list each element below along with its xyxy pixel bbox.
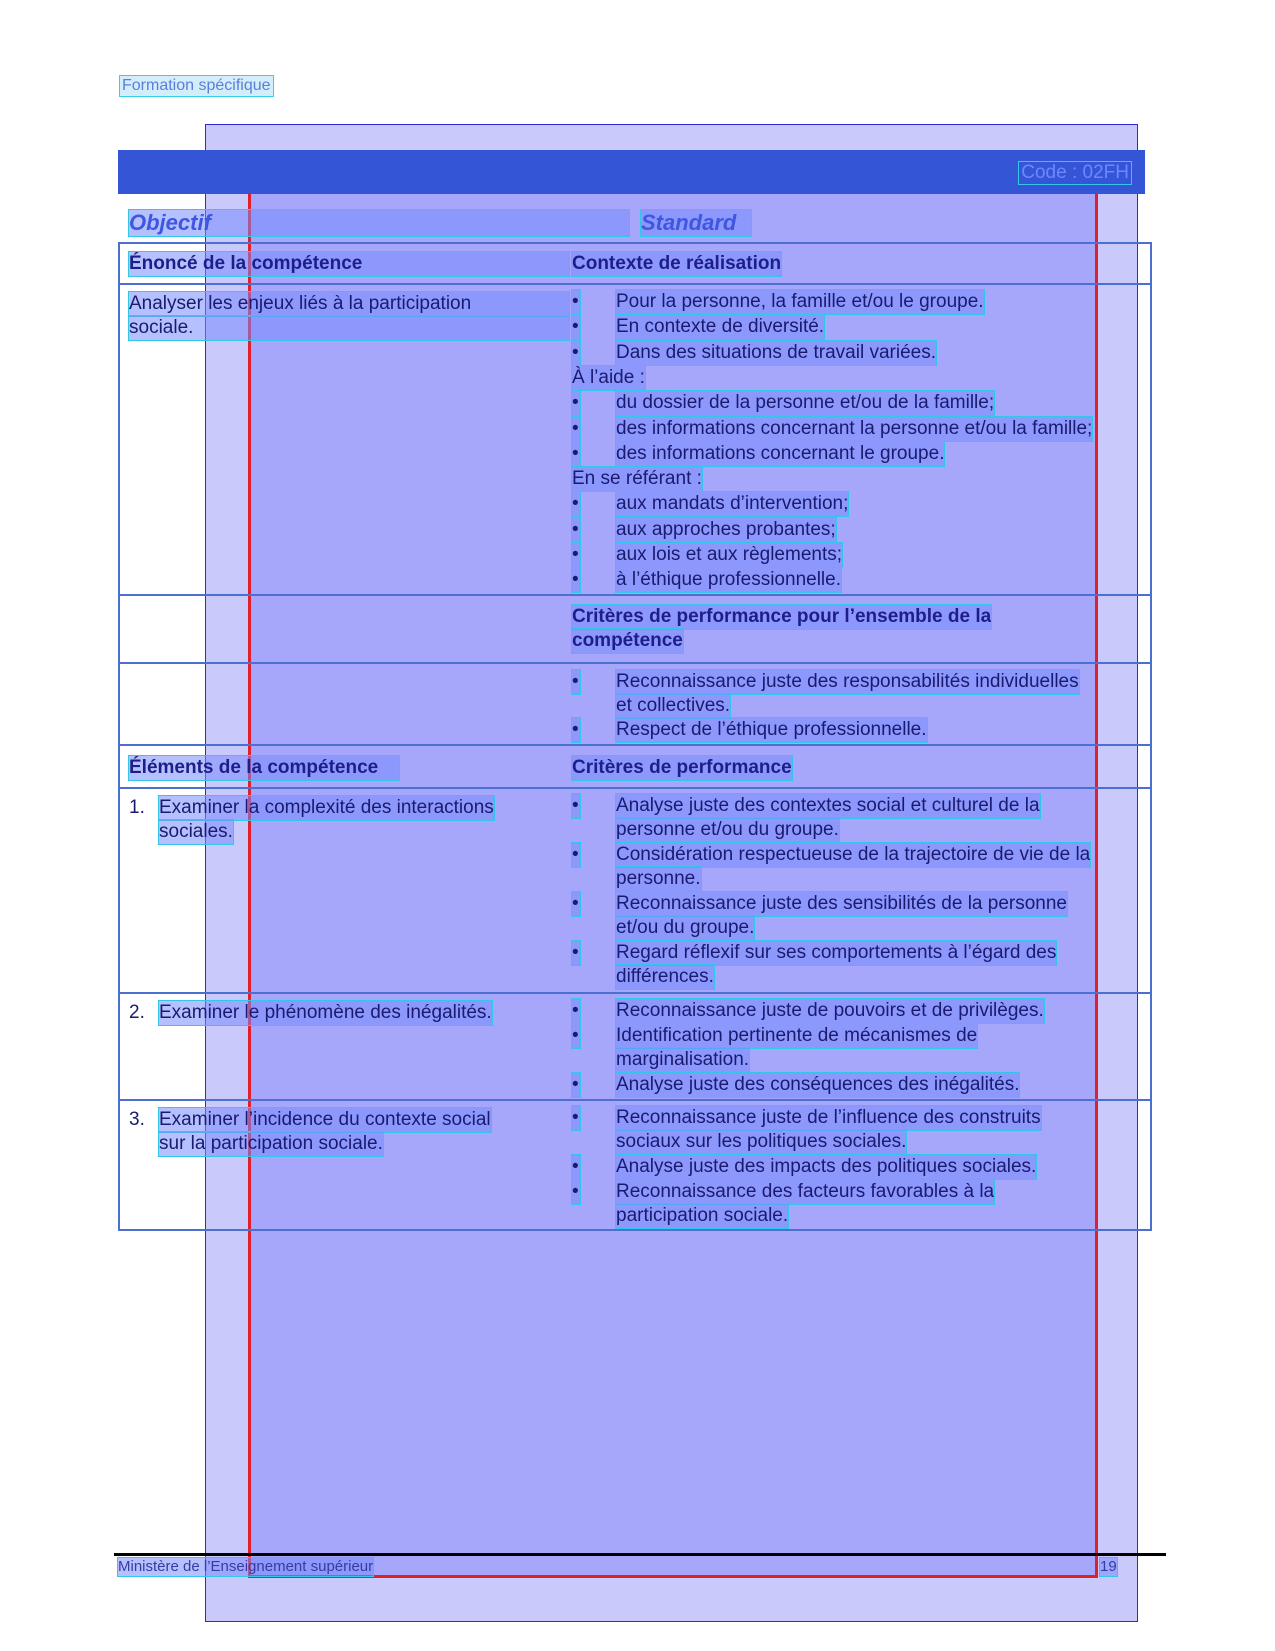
bullet-text: participation sociale. bbox=[616, 1205, 789, 1226]
context-item bbox=[572, 290, 1132, 314]
table-divider bbox=[120, 662, 1150, 664]
context-item-text: Pour la personne, la famille et/ou le groupe. bbox=[616, 291, 984, 312]
table-divider bbox=[120, 992, 1150, 994]
bullet-text: différences. bbox=[616, 966, 714, 987]
bullet-text: Considération respectueuse de la trajectoire de vie de la bbox=[616, 844, 1091, 865]
performance-criterion bbox=[572, 892, 1132, 940]
context-item bbox=[572, 417, 1132, 441]
standard-title: Standard bbox=[641, 210, 751, 236]
element-text: sur la participation sociale. bbox=[159, 1133, 383, 1154]
bullet-text: Reconnaissance juste de pouvoirs et de privilèges. bbox=[616, 1000, 1044, 1021]
element-text: Examiner l’incidence du contexte social bbox=[159, 1109, 491, 1130]
element-text: Examiner la complexité des interactions bbox=[159, 797, 494, 818]
element-number: 1. bbox=[129, 797, 145, 818]
bullet-text: et collectives. bbox=[616, 695, 731, 716]
bullet-text: personne et/ou du groupe. bbox=[616, 819, 839, 840]
objectif-title: Objectif bbox=[129, 210, 629, 236]
performance-criterion bbox=[572, 843, 1132, 891]
bullet-text: Analyse juste des contextes social et culturel de la bbox=[616, 795, 1040, 816]
context-heading: Contexte de réalisation bbox=[572, 253, 782, 274]
bullet-text: Analyse juste des impacts des politiques sociales. bbox=[616, 1156, 1037, 1177]
context-item bbox=[572, 568, 1132, 592]
bullet-icon: • bbox=[572, 442, 579, 464]
context-item bbox=[572, 341, 1132, 365]
bullet-icon: • bbox=[572, 1000, 579, 1021]
bullet-icon: • bbox=[572, 1107, 579, 1128]
overall-criterion bbox=[572, 718, 1132, 742]
code-label: Code : 02FH bbox=[1021, 162, 1129, 183]
bullet-icon: • bbox=[572, 942, 579, 963]
table-divider bbox=[120, 283, 1150, 285]
context-label: En se référant : bbox=[572, 468, 702, 490]
context-item-text: des informations concernant la personne et/ou la famille; bbox=[616, 417, 1093, 439]
elements-heading: Éléments de la compétence bbox=[129, 756, 399, 780]
context-item bbox=[572, 543, 1132, 567]
context-item bbox=[572, 391, 1132, 415]
bullet-text: Reconnaissance juste des sensibilités de la personne bbox=[616, 893, 1067, 914]
element-item bbox=[129, 796, 569, 844]
footer-rule bbox=[114, 1553, 1166, 1556]
context-item-text: En contexte de diversité. bbox=[616, 316, 825, 338]
bullet-text: marginalisation. bbox=[616, 1049, 750, 1070]
context-item-text: Dans des situations de travail variées. bbox=[616, 341, 936, 363]
context-label: À l’aide : bbox=[572, 366, 645, 388]
context-item-text: du dossier de la personne et/ou de la famille; bbox=[616, 392, 995, 414]
bullet-icon: • bbox=[572, 291, 579, 312]
bullet-text: et/ou du groupe. bbox=[616, 917, 755, 938]
element-number: 3. bbox=[129, 1109, 145, 1130]
bullet-icon: • bbox=[572, 518, 579, 540]
code-band bbox=[118, 150, 1145, 194]
bullet-icon: • bbox=[572, 341, 579, 363]
bullet-icon: • bbox=[572, 569, 579, 591]
bullet-icon: • bbox=[572, 719, 579, 740]
overall-criterion bbox=[572, 670, 1132, 718]
statement-line: Analyser les enjeux liés à la participation bbox=[129, 292, 569, 316]
bullet-icon: • bbox=[572, 493, 579, 515]
bullet-icon: • bbox=[572, 544, 579, 565]
bullet-icon: • bbox=[572, 316, 579, 338]
element-item bbox=[129, 1001, 569, 1025]
bullet-icon: • bbox=[572, 1074, 579, 1095]
criteria-heading: Critères de performance bbox=[572, 757, 792, 778]
bullet-text: Reconnaissance juste des responsabilités individuelles bbox=[616, 671, 1079, 692]
bullet-text: Reconnaissance des facteurs favorables à la bbox=[616, 1181, 995, 1202]
performance-criterion bbox=[572, 999, 1132, 1023]
bullet-text: Analyse juste des conséquences des inégalités. bbox=[616, 1074, 1020, 1095]
bullet-icon: • bbox=[572, 417, 579, 439]
bullet-icon: • bbox=[572, 1025, 579, 1046]
context-item-text: à l’éthique professionnelle. bbox=[616, 569, 841, 591]
bullet-text: personne. bbox=[616, 868, 701, 889]
bullet-text: Reconnaissance juste de l’influence des construits bbox=[616, 1107, 1041, 1128]
context-item bbox=[572, 315, 1132, 339]
bullet-icon: • bbox=[572, 844, 579, 865]
performance-criterion bbox=[572, 1073, 1132, 1097]
bullet-icon: • bbox=[572, 1156, 579, 1177]
bullet-icon: • bbox=[572, 671, 579, 692]
bullet-text: Identification pertinente de mécanismes de bbox=[616, 1025, 978, 1046]
performance-criterion bbox=[572, 1180, 1132, 1228]
bullet-icon: • bbox=[572, 392, 579, 414]
statement-line: sociale. bbox=[129, 316, 569, 340]
performance-criterion bbox=[572, 1106, 1132, 1154]
statement-heading: Énoncé de la compétence bbox=[129, 252, 569, 276]
context-item bbox=[572, 442, 1132, 466]
overall-criteria-heading: Critères de performance pour l’ensemble de la bbox=[572, 606, 992, 627]
bullet-icon: • bbox=[572, 893, 579, 914]
element-number: 2. bbox=[129, 1002, 145, 1023]
footer-publisher: Ministère de l’Enseignement supérieur bbox=[118, 1558, 374, 1575]
context-item bbox=[572, 518, 1132, 542]
context-item-text: aux lois et aux règlements; bbox=[616, 544, 843, 565]
running-head: Formation spécifique bbox=[122, 77, 271, 94]
context-item-text: aux mandats d’intervention; bbox=[616, 493, 849, 515]
context-item bbox=[572, 492, 1132, 516]
context-item-text: aux approches probantes; bbox=[616, 518, 836, 540]
element-item bbox=[129, 1108, 569, 1156]
bullet-text: sociaux sur les politiques sociales. bbox=[616, 1131, 907, 1152]
performance-criterion bbox=[572, 1155, 1132, 1179]
bullet-text: Regard réflexif sur ses comportements à l’égard des bbox=[616, 942, 1057, 963]
bullet-text: Respect de l’éthique professionnelle. bbox=[616, 719, 927, 740]
page-number: 19 bbox=[1100, 1558, 1117, 1575]
overall-criteria-heading: compétence bbox=[572, 630, 683, 651]
table-divider bbox=[120, 787, 1150, 789]
element-text: sociales. bbox=[159, 821, 233, 842]
bullet-icon: • bbox=[572, 1181, 579, 1202]
bullet-icon: • bbox=[572, 795, 579, 816]
table-divider bbox=[120, 1099, 1150, 1101]
performance-criterion bbox=[572, 941, 1132, 989]
performance-criterion bbox=[572, 794, 1132, 842]
context-item-text: des informations concernant le groupe. bbox=[616, 442, 945, 464]
performance-criterion bbox=[572, 1024, 1132, 1072]
element-text: Examiner le phénomène des inégalités. bbox=[159, 1002, 492, 1023]
table-divider bbox=[120, 594, 1150, 596]
